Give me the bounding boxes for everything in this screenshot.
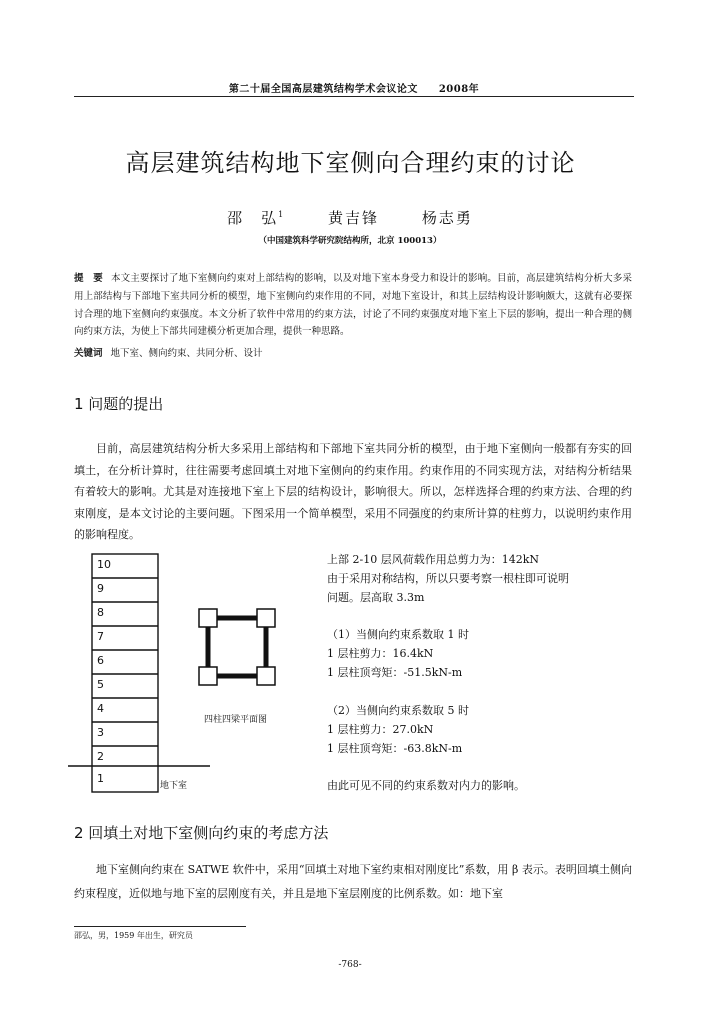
results-line-1: 上部 2-10 层风荷载作用总剪力为：142kN — [327, 553, 539, 566]
floor-label-5: 5 — [97, 678, 104, 691]
results-case-1 — [327, 625, 469, 682]
running-header: 第二十届全国高层建筑结构学术会议论文 2008年 — [228, 84, 480, 95]
column-tr — [257, 609, 275, 627]
keywords-text: 地下室、侧向约束、共同分析、设计 — [110, 348, 263, 359]
results-conclusion: 由此可见不同的约束系数对内力的影响。 — [327, 779, 525, 792]
keywords — [74, 345, 632, 359]
basement-label: 地下室 — [160, 781, 188, 791]
floor-label-10: 10 — [97, 558, 111, 571]
results-line-3: 问题。层高取 3.3m — [327, 591, 425, 604]
section-1-heading: 1 问题的提出 — [74, 395, 164, 413]
floor-label-2: 2 — [97, 750, 104, 763]
abstract-text: 本文主要探讨了地下室侧向约束对上部结构的影响，以及对地下室本身受力和设计的影响。目前，高层建筑结构分析大多采用上部结构与下部地下室共同分析的模型，地下室侧向约束作用的不同，对地下室设计，和其上层结构设计影响颇大，这就有必要探讨合理的地下室侧向约束强度。本文分析了软件中常用的约束方法，讨论了不同约束强度对地下室上下层的影响，提出一种合理的侧向约束方法，为使上下部共同建模分析更加合理，提供一种思路。 — [74, 273, 632, 338]
case-1-moment: 1 层柱顶弯矩：-51.5kN-m — [327, 666, 463, 679]
results-intro — [327, 550, 569, 607]
floor-label-9: 9 — [97, 582, 104, 595]
column-tl — [199, 609, 217, 627]
section-2-heading: 2 回填土对地下室侧向约束的考虑方法 — [74, 824, 329, 842]
author-list — [150, 207, 550, 228]
footnote-rule — [74, 926, 246, 927]
keywords-label: 关键词 — [74, 348, 103, 359]
floor-label-1: 1 — [97, 772, 104, 785]
floor-label-3: 3 — [97, 726, 104, 739]
floor-label-6: 6 — [97, 654, 104, 667]
author-1 — [227, 209, 285, 227]
case-1-shear: 1 层柱剪力：16.4kN — [327, 647, 434, 660]
column-br — [257, 667, 275, 685]
floor-label-8: 8 — [97, 606, 104, 619]
floor-label-7: 7 — [97, 630, 104, 643]
case-1-title: （1）当侧向约束系数取 1 时 — [327, 628, 469, 641]
four-column-plan-figure — [196, 606, 280, 694]
affiliation: （中国建筑科学研究院结构所，北京 100013） — [258, 236, 442, 246]
section-1-paragraph: 目前，高层建筑结构分析大多采用上部结构和下部地下室共同分析的模型，由于地下室侧向一般都有夯实的回填土，在分析计算时，往往需要考虑回填土对地下室侧向的约束作用。约束作用的不同实现方法，对结构分析结果有着较大的影响。尤其是对连接地下室上下层的结构设计，影响很大。所以，怎样选择合理的约束方法、合理的约束刚度，是本文讨论的主要问题。下图采用一个简单模型，采用不同强度的约束所计算的柱剪力，以说明约束作用的影响程度。 — [74, 442, 632, 541]
results-line-2: 由于采用对称结构，所以只要考察一根柱即可说明 — [327, 572, 569, 585]
case-2-shear: 1 层柱剪力：27.0kN — [327, 723, 434, 736]
header-rule — [74, 96, 634, 97]
page-number: -768- — [338, 960, 362, 970]
author-1-mark: 1 — [278, 210, 286, 219]
author-2: 黄吉锋 — [328, 209, 380, 227]
column-bl — [199, 667, 217, 685]
results-case-2 — [327, 701, 469, 758]
author-3: 杨志勇 — [421, 209, 473, 227]
case-2-moment: 1 层柱顶弯矩：-63.8kN-m — [327, 742, 463, 755]
case-2-title: （2）当侧向约束系数取 5 时 — [327, 704, 469, 717]
abstract-label: 提 要 — [74, 273, 103, 284]
plan-caption: 四柱四梁平面图 — [204, 715, 268, 725]
abstract — [74, 270, 632, 341]
paper-title: 高层建筑结构地下室侧向合理约束的讨论 — [125, 149, 576, 177]
footnote: 邵弘，男，1959 年出生，研究员 — [74, 931, 193, 940]
section-2-paragraph: 地下室侧向约束在 SATWE 软件中，采用“回填土对地下室约束相对刚度比”系数，用 β 表示。表明回填土侧向约束程度，近似地与地下室的层刚度有关，并且是地下室层刚度的比例系数。如：地下室 — [74, 863, 632, 900]
author-1-name: 邵 弘 — [227, 209, 279, 227]
floor-label-4: 4 — [97, 702, 104, 715]
